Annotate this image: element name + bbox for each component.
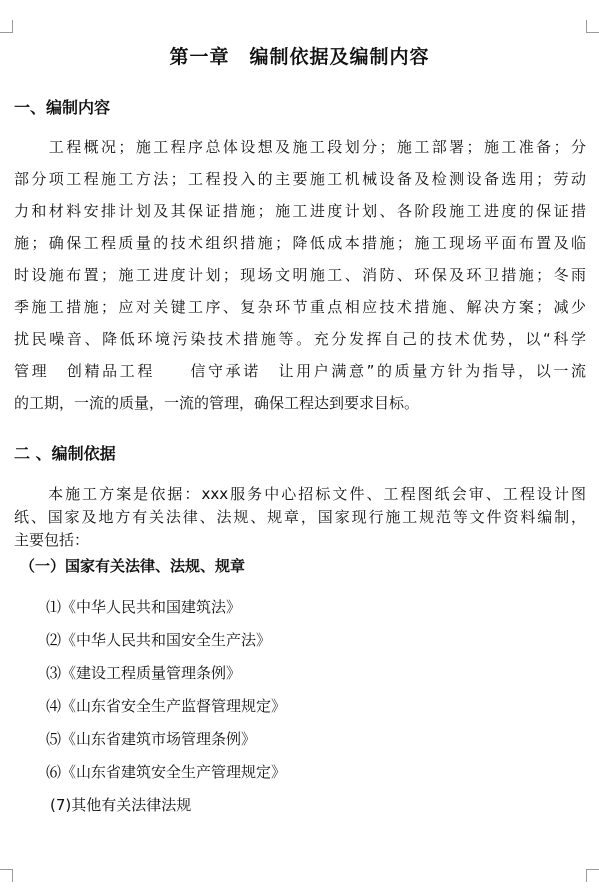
paragraph-line: 管理 创精品工程 信守承诺 让用户满意”的质量方针为指导，以一流	[14, 362, 586, 380]
chapter-title: 第一章 编制依据及编制内容	[169, 46, 430, 68]
subsection-heading-laws: （一）国家有关法律、法规、规章	[20, 557, 246, 575]
paragraph-line: 本施工方案是依据：xxx服务中心招标文件、工程图纸会审、工程设计图	[14, 485, 586, 503]
paragraph-line: 扰民噪音、降低环境污染技术措施等。充分发挥自己的技术优势，以“科学	[14, 330, 586, 348]
page-corner-mark-top-right	[586, 20, 599, 33]
law-list-item: ⑸《山东省建筑市场管理条例》	[46, 730, 257, 748]
paragraph-line: 施；确保工程质量的技术组织措施；降低成本措施；施工现场平面布置及临	[14, 234, 586, 252]
section-heading-basis: 二 、编制依据	[14, 444, 116, 463]
paragraph-line: 时设施布置；施工进度计划；现场文明施工、消防、环保及环卫措施；冬雨	[14, 266, 586, 284]
page-corner-mark-bottom-right	[586, 869, 599, 882]
paragraph-line: 季施工措施；应对关键工序、复杂环节重点相应技术措施、解决方案；减少	[14, 298, 586, 316]
paragraph-line: 纸、国家及地方有关法律、法规、规章，国家现行施工规范等文件资料编制，	[14, 508, 586, 526]
law-list-item: ⑵《中华人民共和国安全生产法》	[46, 631, 272, 649]
page-corner-mark-bottom-left	[0, 869, 13, 882]
section-basis-paragraph	[14, 483, 586, 552]
section-heading-content: 一、编制内容	[14, 98, 111, 117]
law-list-item: ⑷《山东省安全生产监督管理规定》	[46, 697, 287, 715]
law-list-item: ⑹《山东省建筑安全生产管理规定》	[46, 763, 287, 781]
section-content-paragraph	[14, 131, 586, 419]
law-list-item: ⑴《中华人民共和国建筑法》	[46, 598, 242, 616]
law-list-item: ⑶《建设工程质量管理条例》	[46, 664, 242, 682]
law-list-item: (7)其他有关法律法规	[50, 796, 192, 814]
paragraph-line: 工程概况；施工程序总体设想及施工段划分；施工部署；施工准备；分	[14, 138, 586, 156]
page-corner-mark-top-left	[0, 20, 13, 33]
paragraph-line: 部分项工程施工方法；工程投入的主要施工机械设备及检测设备选用；劳动	[14, 170, 586, 188]
paragraph-line: 的工期，一流的质量，一流的管理，确保工程达到要求目标。	[14, 394, 420, 412]
paragraph-line: 力和材料安排计划及其保证措施；施工进度计划、各阶段施工进度的保证措	[14, 202, 586, 220]
paragraph-line: 主要包括：	[14, 531, 90, 549]
